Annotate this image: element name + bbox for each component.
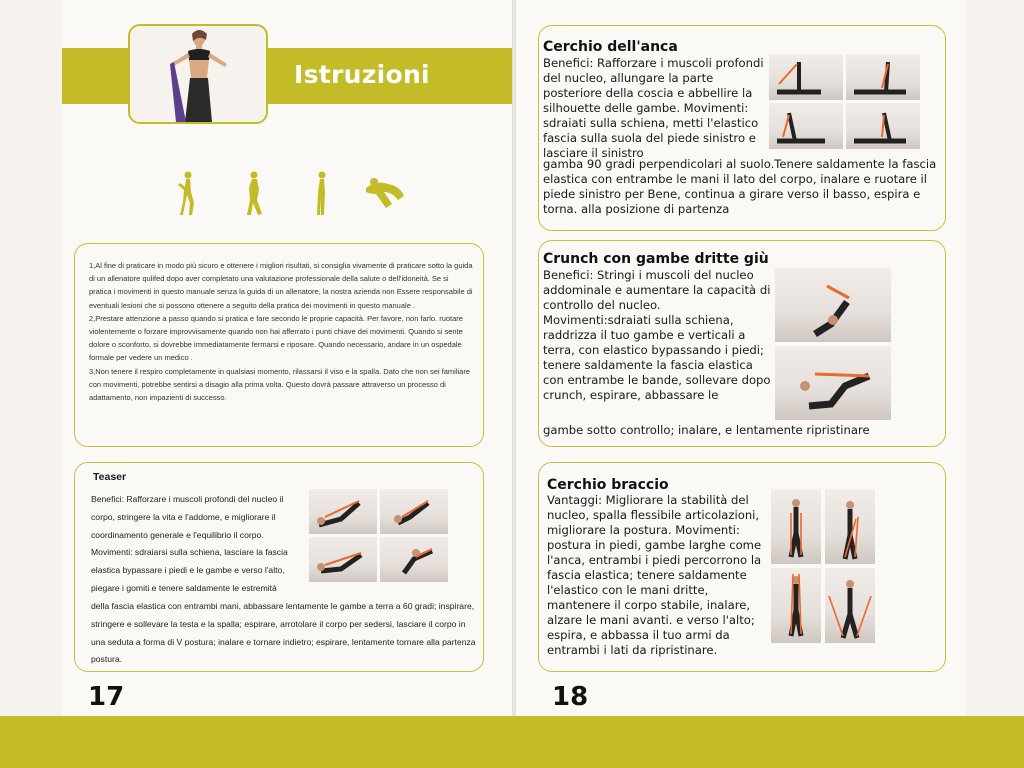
section-hip-circle (538, 25, 946, 231)
exercise-photo (846, 103, 920, 149)
page-18 (516, 0, 966, 768)
exercise-photo (771, 489, 821, 564)
teaser-box (74, 462, 484, 672)
section-title: Cerchio braccio (547, 477, 669, 493)
exercise-photo (771, 568, 821, 643)
note-2: 2,Prestare attenzione a passo quando si pratica e fare secondo le proprie capacità. Per favore, non farlo. ruotare violentemente o forzare improvvisamente quando non hai afferrato i punti chiave dei movimenti. Quando si sente dolore o sconforto, si dovrebbe immediatamente fermarsi e riposare. Quando necessario, andare in un ospedale formale per vedere un medico . (89, 313, 463, 363)
woman-with-band-illustration (130, 26, 266, 122)
section-text-continued: gamba 90 gradi perpendicolari al suolo.Tenere saldamente la fascia elastica con entrambe le mani il lato del corpo, inalare e ruotare il piede sinistro per Bene, continua a girare verso il basso, espira e torna. alla posizione di partenza (543, 157, 937, 216)
exercise-photo (846, 54, 920, 100)
safety-notes (89, 259, 473, 404)
exercise-photo (769, 54, 843, 100)
pose-silhouette-3-icon (307, 170, 337, 216)
teaser-text-continued: della fascia elastica con entrambi mani, abbassare lentamente le gambe a terra a 60 gradi; inspirare, stringere e sollevare la testa e la spalla; espirare, arrotolare il corpo per sedersi, lasciare il corpo in una seduta a forma di V postura; inalare e tornare indietro; espirare, lentamente tornare alla partenza postura. (91, 601, 476, 665)
exercise-photo (825, 568, 875, 643)
page-title: Istruzioni (294, 60, 430, 89)
page-number-17: 17 (88, 682, 125, 712)
exercise-photo (775, 346, 891, 420)
page-17 (62, 0, 512, 768)
section-straight-leg-crunch (538, 240, 946, 447)
section-text: Benefici: Stringi i muscoli del nucleo addominale e aumentare la capacità di controllo del nucleo. Movimenti:sdraiati sulla schiena, raddrizza il tuo gambe e verticali a terra, con elastico bypassando i piedi; tenere saldamente la fascia elastica con entrambe le bande, sollevare dopo crunch, espirare, abbassare le (543, 268, 771, 402)
crunch-photos (775, 268, 891, 420)
pose-icons-row (172, 170, 422, 216)
exercise-photo (825, 489, 875, 564)
teaser-title: Teaser (93, 471, 127, 483)
bottom-color-band (0, 716, 1024, 768)
section-arm-circle (538, 462, 946, 672)
exercise-photo (380, 537, 448, 582)
page-number-18: 18 (552, 682, 589, 712)
section-text: Benefici: Rafforzare i muscoli profondi del nucleo, allungare la parte posteriore della coscia e abbellire la silhouette delle gambe. Movimenti: sdraiati sulla schiena, metti l'elastico fascia sulla suola del piede sinistro e lasciare il sinistro (543, 56, 764, 160)
note-1: 1,Al fine di praticare in modo più sicuro e ottenere i migliori risultati, si consiglia vivamente di praticare sotto la guida di un allenatore qulifed dopo aver completato una valutazione professionale della salute o dell'idoneità. Se si pratica i movimenti in questo manuale senza la guida di un allenatore, la nostra azienda non Essere responsabile di eventuali lesioni che si possono ottenere a seguito della pratica dei movimenti in questo manuale . (89, 261, 473, 310)
pose-silhouette-4-icon (362, 170, 408, 216)
pose-silhouette-2-icon (240, 170, 270, 216)
exercise-photo (769, 103, 843, 149)
arm-circle-photos (771, 489, 875, 643)
exercise-photo (309, 489, 377, 534)
exercise-photo (380, 489, 448, 534)
section-title: Cerchio dell'anca (543, 39, 678, 55)
pose-silhouette-1-icon (172, 170, 202, 216)
hero-photo (128, 24, 268, 124)
teaser-photos (309, 489, 448, 582)
teaser-text: Benefici: Rafforzare i muscoli profondi del nucleo il corpo, stringere la vita e l'addome, e migliorare il coordinamento generale e l'equilibrio il corpo. Movimenti: sdraiarsi sulla schiena, lasciare la fascia elastica bypassare i piedi e le gambe e verso l'alto, piegare i gomiti e tenere saldamente le estremità (91, 494, 288, 593)
hip-circle-photos (769, 54, 920, 149)
section-text: Vantaggi: Migliorare la stabilità del nucleo, spalla flessibile articolazioni, migliorare la postura. Movimenti: postura in piedi, gambe larghe come l'anca, entrambi i piedi percorrono la fascia elastica; tenere saldamente l'elastico con le mani dritte, mantenere il corpo stabile, inalare, alzare le mani avanti. e verso l'alto; espira, e abbassa il tuo armi da entrambi i lati da ripristinare. (547, 493, 762, 657)
note-3: 3,Non tenere il respiro completamente in qualsiasi momento, rilassarsi il viso e la spalla. Dato che non sei familiare con movimenti, potrebbe sentirsi a disagio alla prima volta. Questo dovrà passare attraverso un processo di adattamento, non impazienti di successo. (89, 366, 471, 403)
exercise-photo (309, 537, 377, 582)
section-text-continued: gambe sotto controllo; inalare, e lentamente ripristinare (543, 423, 870, 437)
safety-notes-box (74, 243, 484, 447)
section-title: Crunch con gambe dritte giù (543, 251, 769, 267)
exercise-photo (775, 268, 891, 342)
